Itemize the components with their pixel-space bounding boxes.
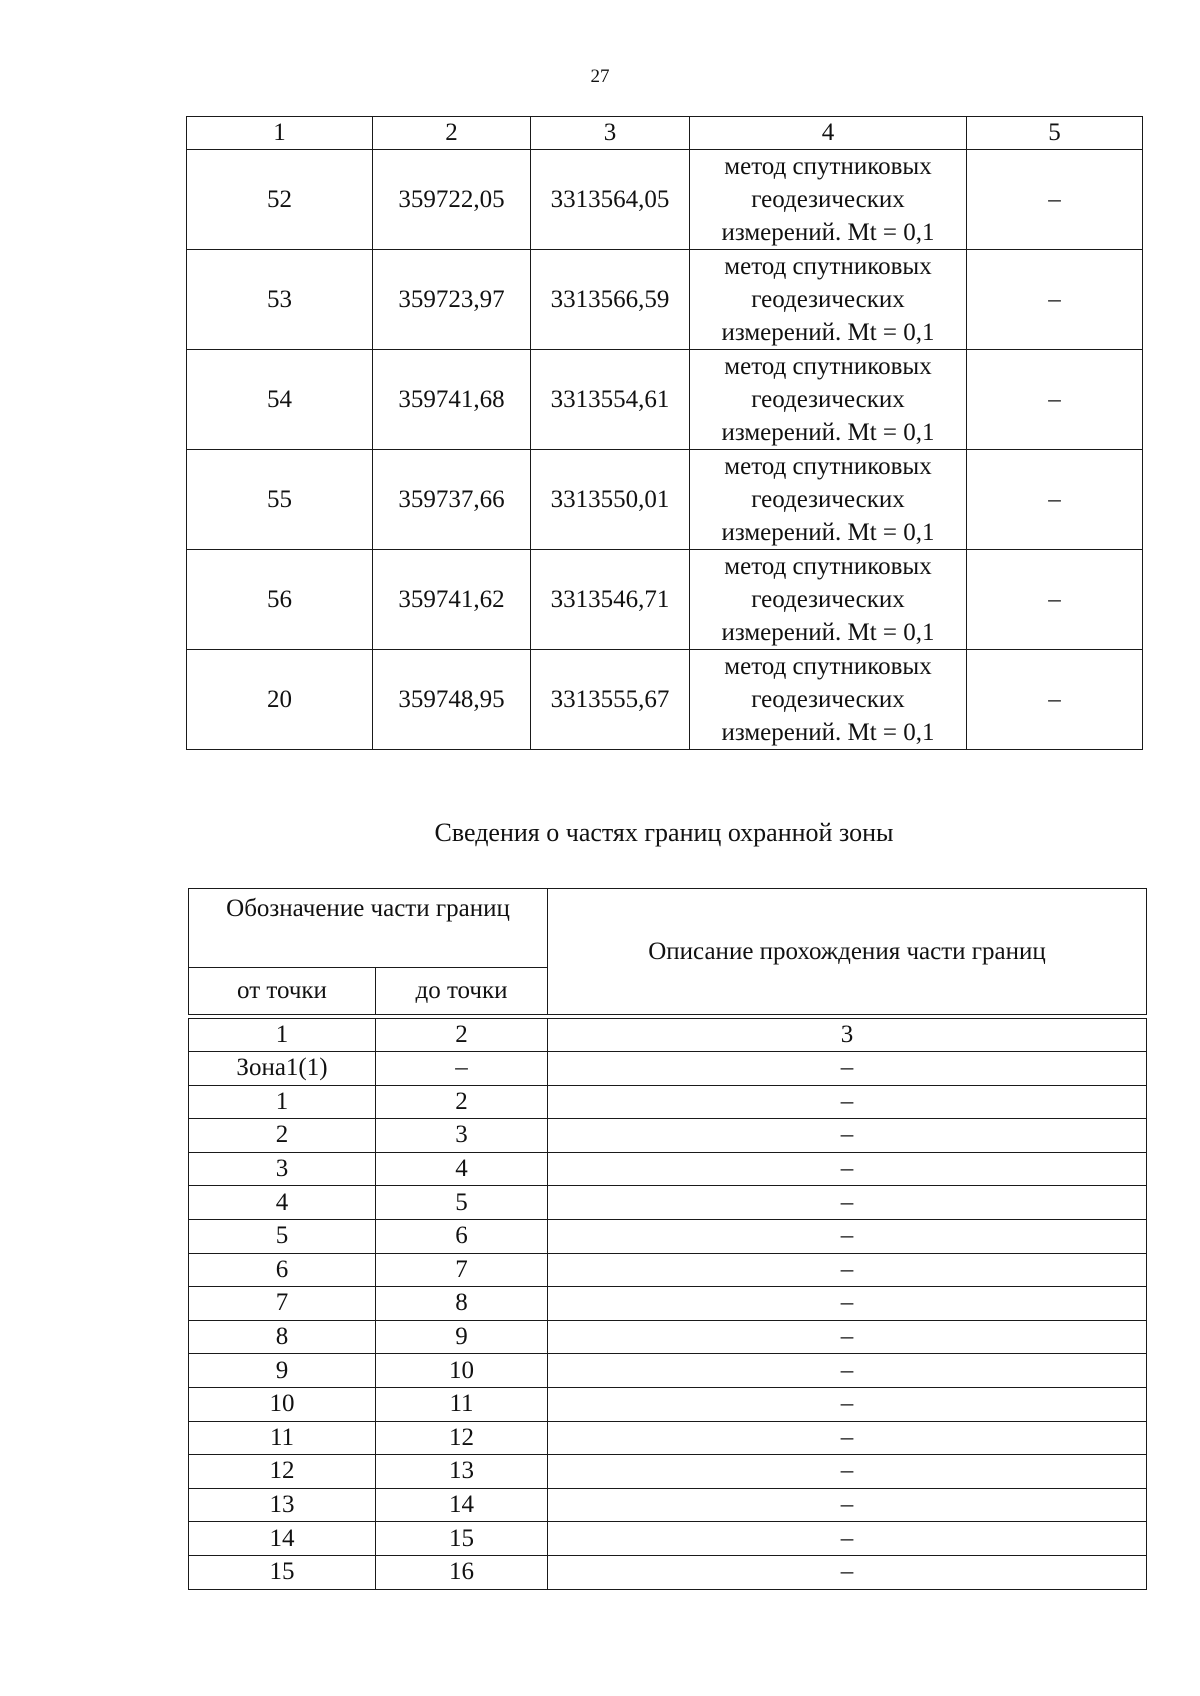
description-header: Описание прохождения части границ bbox=[548, 889, 1147, 1015]
x-coordinate-cell: 359748,95 bbox=[373, 650, 531, 750]
from-point-cell: 8 bbox=[189, 1320, 376, 1354]
from-point-cell: 15 bbox=[189, 1555, 376, 1589]
from-point-cell: 11 bbox=[189, 1421, 376, 1455]
boundary-part-row bbox=[189, 1320, 1147, 1354]
method-line: измерений. Mt = 0,1 bbox=[721, 519, 935, 546]
boundary-part-row bbox=[189, 1186, 1147, 1220]
point-number-cell: 52 bbox=[187, 150, 373, 250]
coordinates-table bbox=[186, 116, 1143, 750]
point-number-cell: 20 bbox=[187, 650, 373, 750]
coordinates-header-cell: 5 bbox=[967, 117, 1143, 150]
coordinate-row bbox=[187, 450, 1143, 550]
y-coordinate-cell: 3313550,01 bbox=[531, 450, 690, 550]
method-line: геодезических bbox=[751, 386, 905, 413]
boundary-part-row bbox=[189, 1354, 1147, 1388]
description-cell: – bbox=[548, 1488, 1147, 1522]
to-point-cell: 9 bbox=[376, 1320, 548, 1354]
y-coordinate-cell: 3313564,05 bbox=[531, 150, 690, 250]
description-cell: – bbox=[548, 1152, 1147, 1186]
coordinate-row bbox=[187, 650, 1143, 750]
boundary-parts-table bbox=[188, 888, 1147, 1590]
boundary-part-row bbox=[189, 1455, 1147, 1489]
coordinates-header-cell: 2 bbox=[373, 117, 531, 150]
point-number-cell: 54 bbox=[187, 350, 373, 450]
description-cell: – bbox=[548, 1354, 1147, 1388]
parts-numbering-row bbox=[189, 1019, 1147, 1052]
description-cell: – bbox=[548, 1219, 1147, 1253]
to-point-cell: 8 bbox=[376, 1287, 548, 1321]
to-point-cell: 10 bbox=[376, 1354, 548, 1388]
to-point-cell: 6 bbox=[376, 1219, 548, 1253]
note-cell: – bbox=[967, 350, 1143, 450]
to-point-cell: 12 bbox=[376, 1421, 548, 1455]
to-point-cell: 2 bbox=[376, 1085, 548, 1119]
method-line: метод спутниковых bbox=[724, 653, 932, 680]
boundary-part-row bbox=[189, 1522, 1147, 1556]
to-point-cell: 15 bbox=[376, 1522, 548, 1556]
numbering-cell: 2 bbox=[376, 1019, 548, 1052]
y-coordinate-cell: 3313546,71 bbox=[531, 550, 690, 650]
method-cell bbox=[690, 650, 967, 750]
method-line: геодезических bbox=[751, 686, 905, 713]
coordinate-row bbox=[187, 250, 1143, 350]
to-point-cell: 4 bbox=[376, 1152, 548, 1186]
method-line: измерений. Mt = 0,1 bbox=[721, 719, 935, 746]
description-cell: – bbox=[548, 1085, 1147, 1119]
note-cell: – bbox=[967, 250, 1143, 350]
description-cell: – bbox=[548, 1186, 1147, 1220]
from-point-cell: 12 bbox=[189, 1455, 376, 1489]
method-cell bbox=[690, 250, 967, 350]
from-point-cell: Зона1(1) bbox=[189, 1052, 376, 1086]
note-cell: – bbox=[967, 450, 1143, 550]
description-cell: – bbox=[548, 1052, 1147, 1086]
note-cell: – bbox=[967, 550, 1143, 650]
method-cell bbox=[690, 350, 967, 450]
to-point-header: до точки bbox=[376, 968, 548, 1015]
boundary-part-row bbox=[189, 1052, 1147, 1086]
coordinates-header-cell: 1 bbox=[187, 117, 373, 150]
x-coordinate-cell: 359722,05 bbox=[373, 150, 531, 250]
method-line: метод спутниковых bbox=[724, 153, 932, 180]
description-cell: – bbox=[548, 1253, 1147, 1287]
parts-header-row bbox=[189, 889, 1147, 968]
to-point-cell: 11 bbox=[376, 1387, 548, 1421]
boundary-part-row bbox=[189, 1421, 1147, 1455]
method-line: геодезических bbox=[751, 486, 905, 513]
to-point-cell: 5 bbox=[376, 1186, 548, 1220]
boundary-part-row bbox=[189, 1287, 1147, 1321]
description-cell: – bbox=[548, 1287, 1147, 1321]
y-coordinate-cell: 3313555,67 bbox=[531, 650, 690, 750]
x-coordinate-cell: 359741,68 bbox=[373, 350, 531, 450]
coordinate-row bbox=[187, 350, 1143, 450]
to-point-cell: 16 bbox=[376, 1555, 548, 1589]
description-cell: – bbox=[548, 1421, 1147, 1455]
method-line: измерений. Mt = 0,1 bbox=[721, 419, 935, 446]
boundary-part-row bbox=[189, 1488, 1147, 1522]
numbering-cell: 1 bbox=[189, 1019, 376, 1052]
numbering-cell: 3 bbox=[548, 1019, 1147, 1052]
coordinate-row bbox=[187, 150, 1143, 250]
section-title: Сведения о частях границ охранной зоны bbox=[434, 818, 894, 847]
from-point-cell: 14 bbox=[189, 1522, 376, 1556]
method-line: геодезических bbox=[751, 586, 905, 613]
method-line: измерений. Mt = 0,1 bbox=[721, 619, 935, 646]
point-number-cell: 55 bbox=[187, 450, 373, 550]
from-point-cell: 10 bbox=[189, 1387, 376, 1421]
method-cell bbox=[690, 150, 967, 250]
from-point-cell: 9 bbox=[189, 1354, 376, 1388]
method-cell bbox=[690, 550, 967, 650]
x-coordinate-cell: 359737,66 bbox=[373, 450, 531, 550]
to-point-cell: 3 bbox=[376, 1119, 548, 1153]
to-point-cell: 13 bbox=[376, 1455, 548, 1489]
method-line: измерений. Mt = 0,1 bbox=[721, 219, 935, 246]
point-number-cell: 56 bbox=[187, 550, 373, 650]
from-point-cell: 2 bbox=[189, 1119, 376, 1153]
note-cell: – bbox=[967, 650, 1143, 750]
from-point-cell: 13 bbox=[189, 1488, 376, 1522]
from-point-cell: 6 bbox=[189, 1253, 376, 1287]
page-number: 27 bbox=[590, 66, 610, 87]
method-line: метод спутниковых bbox=[724, 253, 932, 280]
point-number-cell: 53 bbox=[187, 250, 373, 350]
boundary-part-row bbox=[189, 1387, 1147, 1421]
description-cell: – bbox=[548, 1387, 1147, 1421]
coordinates-header-cell: 4 bbox=[690, 117, 967, 150]
from-point-cell: 1 bbox=[189, 1085, 376, 1119]
description-cell: – bbox=[548, 1555, 1147, 1589]
designation-header: Обозначение части границ bbox=[189, 889, 548, 968]
method-line: метод спутниковых bbox=[724, 353, 932, 380]
from-point-cell: 4 bbox=[189, 1186, 376, 1220]
method-line: метод спутниковых bbox=[724, 553, 932, 580]
boundary-part-row bbox=[189, 1555, 1147, 1589]
boundary-part-row bbox=[189, 1119, 1147, 1153]
to-point-cell: 7 bbox=[376, 1253, 548, 1287]
description-cell: – bbox=[548, 1320, 1147, 1354]
from-point-cell: 3 bbox=[189, 1152, 376, 1186]
boundary-part-row bbox=[189, 1085, 1147, 1119]
boundary-part-row bbox=[189, 1253, 1147, 1287]
to-point-cell: – bbox=[376, 1052, 548, 1086]
boundary-part-row bbox=[189, 1219, 1147, 1253]
method-line: метод спутниковых bbox=[724, 453, 932, 480]
description-cell: – bbox=[548, 1455, 1147, 1489]
method-line: геодезических bbox=[751, 286, 905, 313]
boundary-part-row bbox=[189, 1152, 1147, 1186]
from-point-cell: 5 bbox=[189, 1219, 376, 1253]
coordinate-row bbox=[187, 550, 1143, 650]
method-cell bbox=[690, 450, 967, 550]
from-point-cell: 7 bbox=[189, 1287, 376, 1321]
y-coordinate-cell: 3313554,61 bbox=[531, 350, 690, 450]
x-coordinate-cell: 359723,97 bbox=[373, 250, 531, 350]
y-coordinate-cell: 3313566,59 bbox=[531, 250, 690, 350]
method-line: измерений. Mt = 0,1 bbox=[721, 319, 935, 346]
description-cell: – bbox=[548, 1119, 1147, 1153]
x-coordinate-cell: 359741,62 bbox=[373, 550, 531, 650]
description-cell: – bbox=[548, 1522, 1147, 1556]
coordinates-header-row bbox=[187, 117, 1143, 150]
to-point-cell: 14 bbox=[376, 1488, 548, 1522]
coordinates-header-cell: 3 bbox=[531, 117, 690, 150]
method-line: геодезических bbox=[751, 186, 905, 213]
note-cell: – bbox=[967, 150, 1143, 250]
from-point-header: от точки bbox=[189, 968, 376, 1015]
